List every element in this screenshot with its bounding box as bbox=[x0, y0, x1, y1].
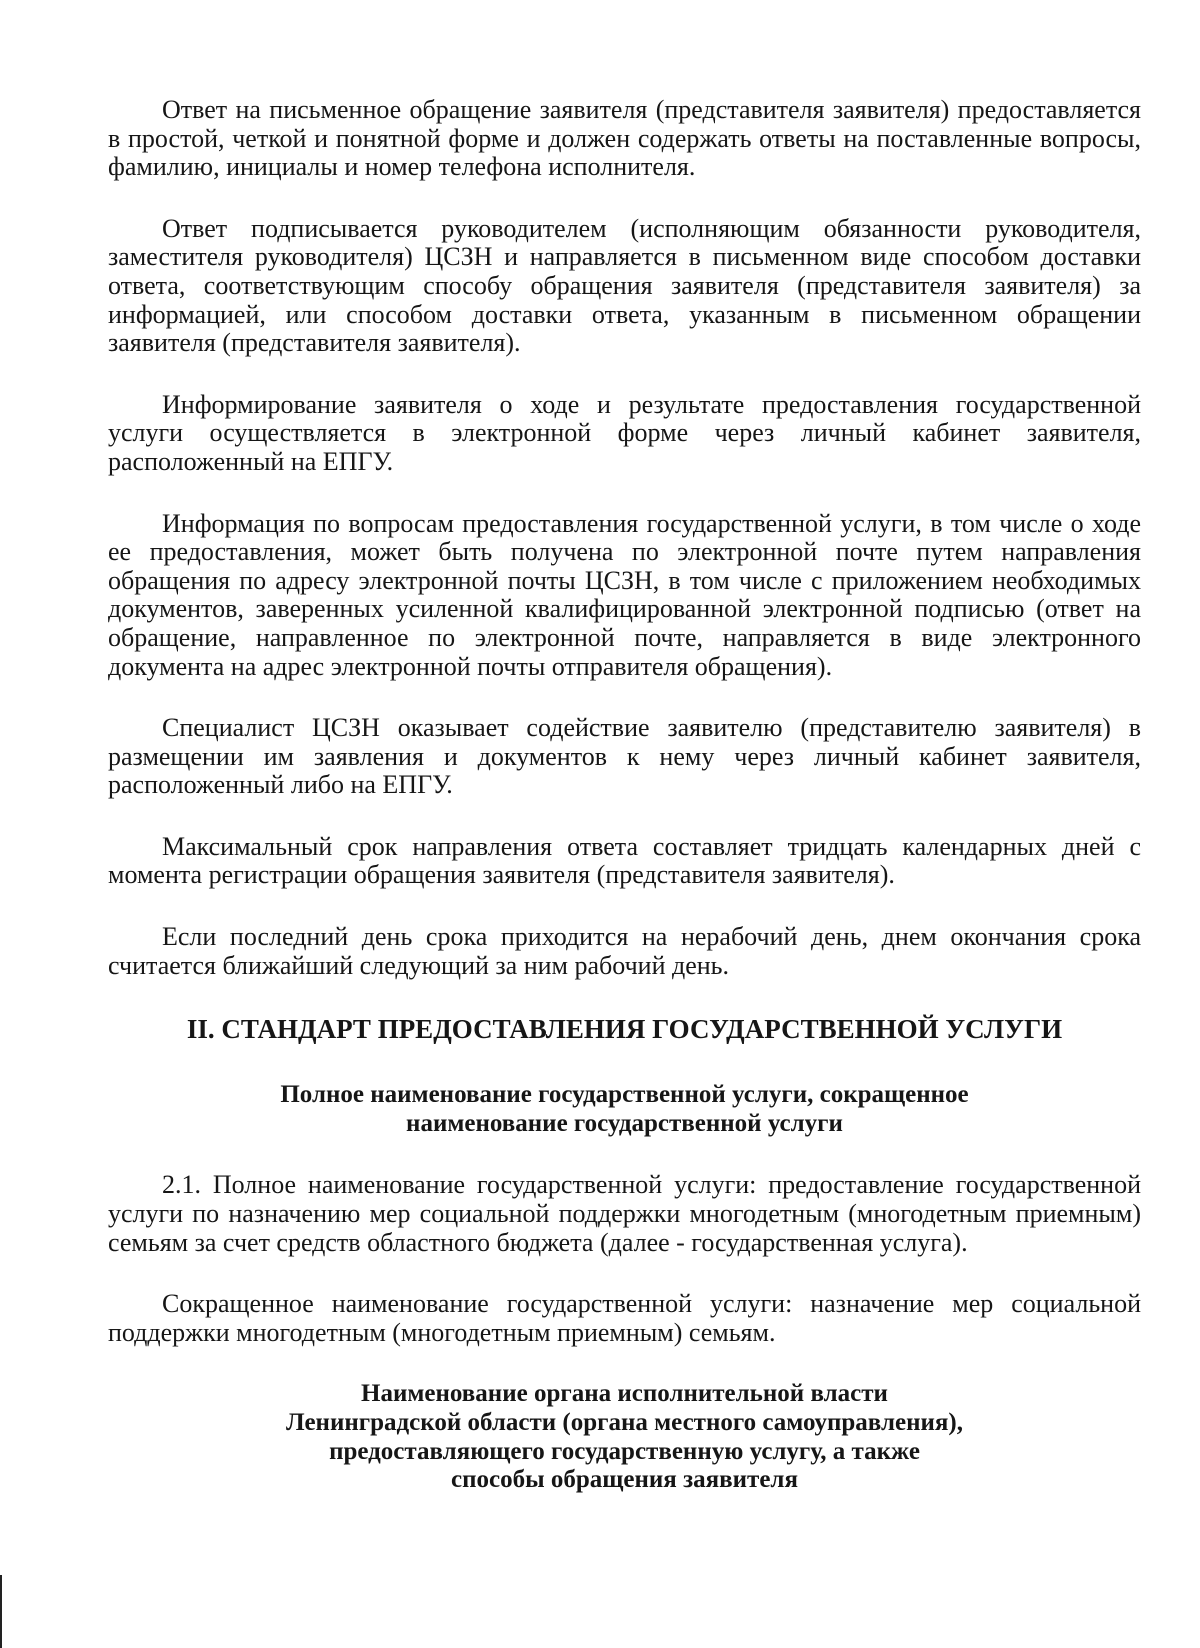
subheading-line: Ленинградской области (органа местного самоуправления), bbox=[285, 1409, 963, 1436]
paragraph-full-service-name: 2.1. Полное наименование государственной услуги: предоставление государственной услуги по назначению мер социальной поддержки многодетным (многодетным приемным) семьям за счет средств областного бюджета (далее - государственная услуга). bbox=[108, 1170, 1141, 1257]
paragraph-short-service-name: Сокращенное наименование государственной услуги: назначение мер социальной поддержки многодетным (многодетным приемным) семьям. bbox=[108, 1289, 1141, 1347]
subheading-service-name bbox=[108, 1081, 1141, 1138]
paragraph-reply-signing: Ответ подписывается руководителем (исполняющим обязанности руководителя, заместителя руководителя) ЦСЗН и направляется в письменном виде способом доставки ответа, соответствующим способу обращения заявителя (представителя заявителя) за информацией, или способом доставки ответа, указанным в письменном обращении заявителя (представителя заявителя). bbox=[108, 213, 1141, 358]
subheading-authority bbox=[108, 1380, 1141, 1494]
document-page bbox=[108, 96, 1141, 1528]
subheading-line: способы обращения заявителя bbox=[451, 1466, 798, 1494]
subheading-line: наименование государственной услуги bbox=[406, 1109, 843, 1137]
subheading-line: Наименование органа исполнительной власти bbox=[361, 1380, 888, 1408]
scan-edge-mark bbox=[0, 1575, 2, 1648]
section-title: II. СТАНДАРТ ПРЕДОСТАВЛЕНИЯ ГОСУДАРСТВЕННОЙ УСЛУГИ bbox=[186, 1014, 1063, 1045]
subheading-line: Полное наименование государственной услуги, сокращенное bbox=[280, 1081, 969, 1109]
subheading-line: предоставляющего государственную услугу, а также bbox=[329, 1437, 920, 1465]
paragraph-written-reply: Ответ на письменное обращение заявителя (представителя заявителя) предоставляется в простой, четкой и понятной форме и должен содержать ответы на поставленные вопросы, фамилию, инициалы и номер телефона исполнителя. bbox=[108, 95, 1141, 182]
paragraph-progress-informing: Информирование заявителя о ходе и результате предоставления государственной услуги осуществляется в электронной форме через личный кабинет заявителя, расположенный на ЕПГУ. bbox=[108, 389, 1141, 476]
paragraph-nonworking-day: Если последний день срока приходится на нерабочий день, днем окончания срока считается ближайший следующий за ним рабочий день. bbox=[108, 922, 1141, 980]
paragraph-email-information: Информация по вопросам предоставления государственной услуги, в том числе о ходе ее предоставления, может быть получена по электронной почте путем направления обращения по адресу электронной почты ЦСЗН, в том числе с приложением необходимых документов, заверенных усиленной квалифицированной электронной подписью (ответ на обращение, направленное по электронной почте, направляется в виде электронного документа на адрес электронной почты отправителя обращения). bbox=[108, 508, 1141, 681]
paragraph-specialist-assistance: Специалист ЦСЗН оказывает содействие заявителю (представителю заявителя) в размещении им заявления и документов к нему через личный кабинет заявителя, расположенный либо на ЕПГУ. bbox=[108, 713, 1141, 800]
paragraph-max-reply-term: Максимальный срок направления ответа составляет тридцать календарных дней с момента регистрации обращения заявителя (представителя заявителя). bbox=[108, 831, 1141, 890]
